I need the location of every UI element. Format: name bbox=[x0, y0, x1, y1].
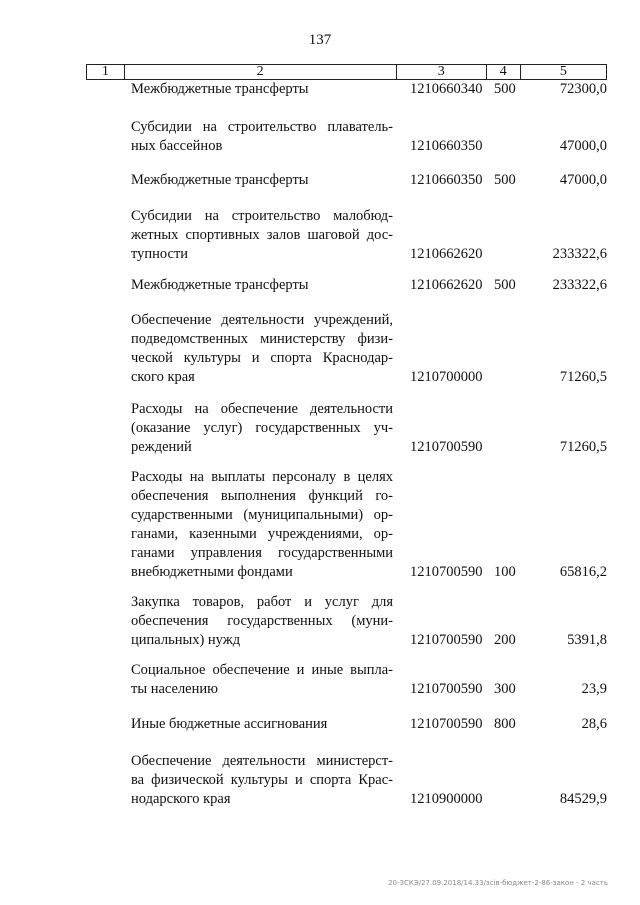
row-name-line: Расходы на обеспечение деятельности bbox=[131, 401, 393, 417]
column-header-2: 2 bbox=[124, 65, 396, 80]
row-code: 1210900000 bbox=[410, 791, 483, 807]
row-name-line: Иные бюджетные ассигнования bbox=[131, 716, 328, 732]
column-header-table bbox=[86, 64, 607, 80]
row-sum: 233322,6 bbox=[552, 246, 607, 262]
row-name-line: ты населению bbox=[131, 681, 218, 697]
row-expense-type: 100 bbox=[494, 564, 516, 580]
row-code: 1210700590 bbox=[410, 439, 483, 455]
row-name-line: внебюджетными фондами bbox=[131, 564, 293, 580]
row-name-line: Межбюджетные трансферты bbox=[131, 172, 309, 188]
row-name-line: Социальное обеспечение и иные выпла- bbox=[131, 662, 393, 678]
row-code: 1210660340 bbox=[410, 81, 483, 97]
row-sum: 47000,0 bbox=[559, 172, 607, 188]
row-name-line: ческой культуры и спорта Краснодар- bbox=[131, 350, 393, 366]
row-code: 1210700590 bbox=[410, 632, 483, 648]
row-expense-type: 200 bbox=[494, 632, 516, 648]
row-sum: 71260,5 bbox=[559, 439, 607, 455]
row-expense-type: 300 bbox=[494, 681, 516, 697]
row-sum: 28,6 bbox=[581, 716, 607, 732]
row-name-line: Обеспечение деятельности министерст- bbox=[131, 753, 393, 769]
row-sum: 233322,6 bbox=[552, 277, 607, 293]
row-name bbox=[131, 207, 393, 264]
row-name bbox=[131, 276, 393, 295]
row-name bbox=[131, 593, 393, 650]
row-expense-type: 500 bbox=[494, 81, 516, 97]
row-name-line: ципальных) нужд bbox=[131, 632, 241, 648]
row-sum: 84529,9 bbox=[559, 791, 607, 807]
row-name-line: реждений bbox=[131, 439, 192, 455]
row-expense-type: 500 bbox=[494, 277, 516, 293]
row-name-line: обеспечения государственных (муни- bbox=[131, 613, 393, 629]
row-name-line: тупности bbox=[131, 246, 189, 262]
row-name bbox=[131, 715, 393, 734]
row-name-line: Закупка товаров, работ и услуг для bbox=[131, 594, 393, 610]
column-header-row bbox=[87, 65, 607, 80]
row-sum: 23,9 bbox=[581, 681, 607, 697]
row-sum: 5391,8 bbox=[567, 632, 607, 648]
row-code: 1210700000 bbox=[410, 369, 483, 385]
row-name-line: ского края bbox=[131, 369, 195, 385]
row-name-line: ганами управления государственными bbox=[131, 545, 393, 561]
row-name-line: Субсидии на строительство плаватель- bbox=[131, 119, 393, 135]
row-name-line: ва физической культуры и спорта Крас- bbox=[131, 772, 393, 788]
row-code: 1210700590 bbox=[410, 681, 483, 697]
row-name bbox=[131, 171, 393, 190]
column-header-4: 4 bbox=[486, 65, 520, 80]
row-name-line: жетных спортивных залов шаговой дос- bbox=[131, 227, 393, 243]
row-sum: 71260,5 bbox=[559, 369, 607, 385]
row-name-line: Обеспечение деятельности учреждений, bbox=[131, 312, 393, 328]
row-name bbox=[131, 80, 393, 99]
row-name-line: Расходы на выплаты персоналу в целях bbox=[131, 469, 393, 485]
row-name-line: обеспечения выполнения функций го- bbox=[131, 488, 393, 504]
row-code: 1210662620 bbox=[410, 277, 483, 293]
row-code: 1210700590 bbox=[410, 716, 483, 732]
footer-stamp: 20-ЗСКЭ/27.09.2018/14.33/зсів-бюджет-2-86-закон - 2 часть bbox=[388, 879, 608, 887]
row-name-line: Межбюджетные трансферты bbox=[131, 81, 309, 97]
row-code: 1210700590 bbox=[410, 564, 483, 580]
row-name-line: Межбюджетные трансферты bbox=[131, 277, 309, 293]
row-name-line: Субсидии на строительство малобюд- bbox=[131, 208, 393, 224]
row-name bbox=[131, 400, 393, 457]
row-code: 1210660350 bbox=[410, 172, 483, 188]
row-code: 1210660350 bbox=[410, 138, 483, 154]
row-sum: 72300,0 bbox=[559, 81, 607, 97]
column-header-1: 1 bbox=[87, 65, 125, 80]
row-name bbox=[131, 468, 393, 582]
row-sum: 65816,2 bbox=[559, 564, 607, 580]
page-number: 137 bbox=[308, 32, 332, 48]
row-name bbox=[131, 752, 393, 809]
row-expense-type: 500 bbox=[494, 172, 516, 188]
row-name-line: (оказание услуг) государственных уч- bbox=[131, 420, 393, 436]
row-code: 1210662620 bbox=[410, 246, 483, 262]
column-header-3: 3 bbox=[396, 65, 486, 80]
row-expense-type: 800 bbox=[494, 716, 516, 732]
row-name bbox=[131, 118, 393, 156]
row-name bbox=[131, 661, 393, 699]
row-name-line: нодарского края bbox=[131, 791, 231, 807]
row-sum: 47000,0 bbox=[559, 138, 607, 154]
column-header-5: 5 bbox=[520, 65, 606, 80]
row-name-line: ганами, казенными учреждениями, ор- bbox=[131, 526, 393, 542]
row-name-line: подведомственных министерству физи- bbox=[131, 331, 393, 347]
row-name-line: сударственными (муниципальными) ор- bbox=[131, 507, 393, 523]
row-name bbox=[131, 311, 393, 387]
row-name-line: ных бассейнов bbox=[131, 138, 223, 154]
